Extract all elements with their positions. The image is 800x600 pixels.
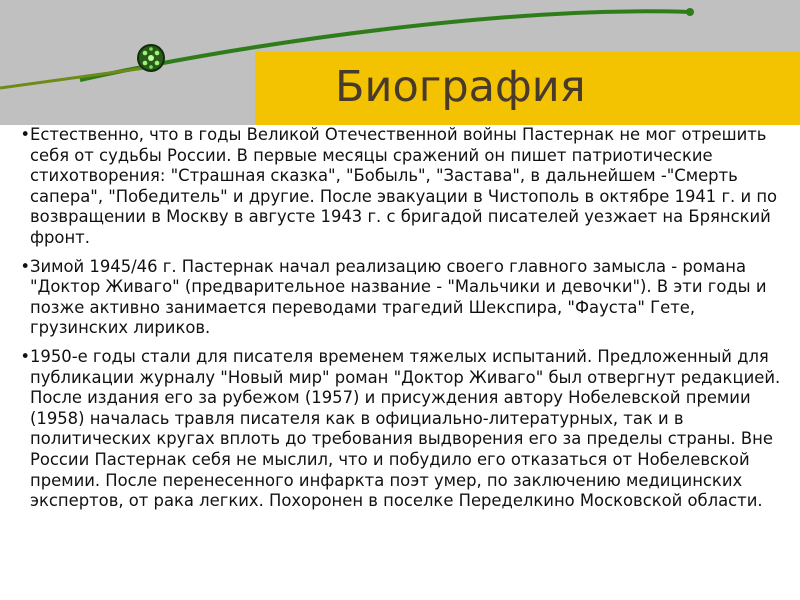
page-title: Биография (335, 62, 586, 112)
swoosh-end-dot (686, 8, 694, 16)
biography-content (2, 125, 782, 520)
list-item (2, 257, 782, 339)
bullet-marker: • (20, 256, 30, 276)
list-item (2, 347, 782, 512)
swoosh-line-left (0, 66, 160, 88)
list-item (2, 125, 782, 249)
bullet-text: Зимой 1945/46 г. Пастернак начал реализацию своего главного замысла - романа "Доктор Живаго" (предварительное название - "Мальчики и девочки"). В эти годы и позже активно занимается переводами трагедий Шекспира, "Фауста" Гете, грузинских лириков. (30, 256, 767, 338)
bullet-text: 1950-е годы стали для писателя временем тяжелых испытаний. Предложенный для публикации журналу "Новый мир" роман "Доктор Живаго" был отвергнут редакцией. После издания его за рубежом (1957) и присуждения автору Нобелевской премии (1958) началась травля писателя как в официально-литературных, так и в политических кругах вплоть до требования выдворения его за пределы страны. Вне России Пастернак себя не мыслил, что и побудило его отказаться от Нобелевской премии. После перенесенного инфаркта поэт умер, по заключению медицинских экспертов, от рака легких. Похоронен в поселке Переделкино Московской области. (30, 346, 781, 511)
bullet-marker: • (20, 125, 30, 144)
bullet-marker: • (20, 346, 30, 366)
globe-icon (138, 45, 164, 71)
bullet-text: Естественно, что в годы Великой Отечественной войны Пастернак не мог отрешить себя от судьбы России. В первые месяцы сражений он пишет патриотические стихотворения: "Страшная сказка", "Бобыль", "Застава", в дальнейшем -"Смерть сапера", "Победитель" и другие. После эвакуации в Чистополь в октябре 1941 г. и по возвращении в Москву в августе 1943 г. с бригадой писателей уезжает на Брянский фронт. (30, 125, 778, 247)
